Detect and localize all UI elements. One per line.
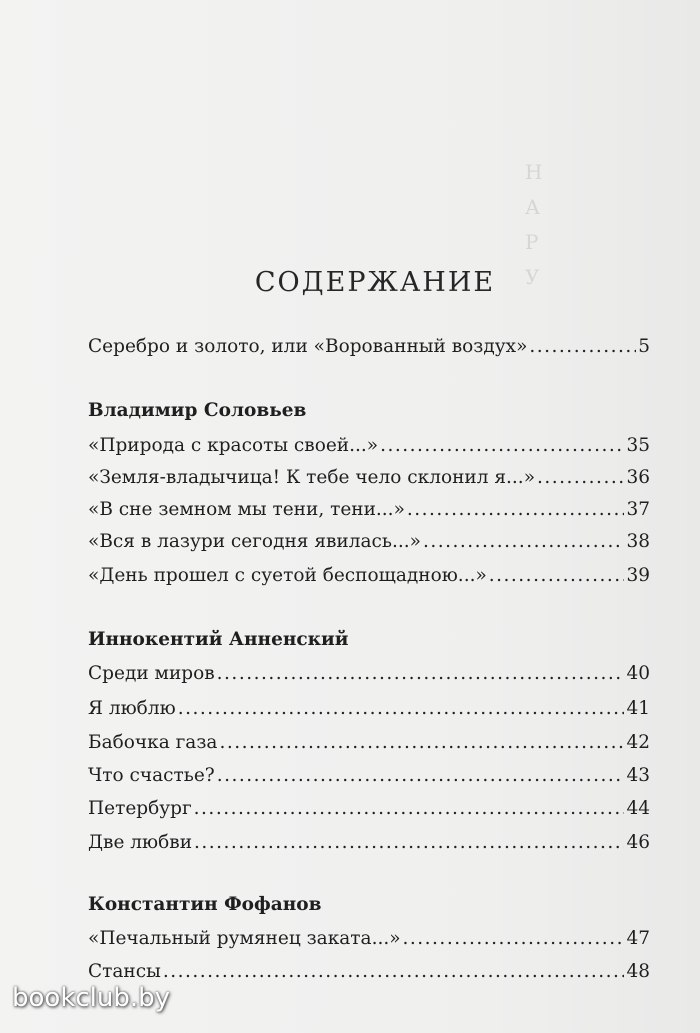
- dot-leader: [178, 696, 625, 722]
- section-author: Иннокентий Анненский: [88, 629, 349, 650]
- toc-entry-page: 39: [626, 565, 650, 586]
- toc-entry-text: «Земля-владычица! К тебе чело склонил я...»: [88, 467, 536, 488]
- toc-entry-text: «Печальный румянец заката...»: [88, 928, 401, 949]
- dot-leader: [163, 959, 625, 985]
- toc-entry-text: Стансы: [88, 961, 161, 982]
- toc-entry: [88, 465, 650, 491]
- section-author: Владимир Соловьев: [88, 400, 307, 421]
- toc-entry: [88, 830, 650, 856]
- toc-entry-text: Серебро и золото, или «Ворованный воздух»: [88, 336, 528, 357]
- toc-entry-intro: [88, 334, 650, 360]
- show-through-text: У: [525, 265, 540, 289]
- toc-entry: [88, 796, 650, 822]
- toc-entry: [88, 563, 650, 589]
- toc-entry: [88, 763, 650, 789]
- dot-leader: [194, 796, 625, 822]
- dot-leader: [529, 334, 636, 360]
- toc-entry: [88, 730, 650, 756]
- show-through-text: Н: [525, 160, 543, 184]
- toc-entry: [88, 433, 650, 459]
- toc-entry-text: «В сне земном мы тени, тени...»: [88, 499, 405, 520]
- toc-entry-text: Среди миров: [88, 663, 215, 684]
- toc-title: СОДЕРЖАНИЕ: [254, 267, 496, 298]
- toc-entry-text: Я люблю: [88, 698, 176, 719]
- toc-entry: [88, 497, 650, 523]
- section-author: Константин Фофанов: [88, 894, 322, 915]
- toc-entry-page: 40: [626, 663, 650, 684]
- dot-leader: [403, 926, 625, 952]
- toc-entry-page: 48: [626, 961, 650, 982]
- toc-entry-page: 41: [626, 698, 650, 719]
- dot-leader: [219, 730, 624, 756]
- dot-leader: [217, 763, 625, 789]
- dot-leader: [423, 529, 625, 555]
- toc-entry-page: 46: [626, 832, 650, 853]
- toc-entry-page: 47: [626, 928, 650, 949]
- toc-entry: [88, 661, 650, 687]
- toc-entry: [88, 696, 650, 722]
- toc-entry-text: Бабочка газа: [88, 732, 218, 753]
- dot-leader: [537, 465, 624, 491]
- toc-entry-text: Петербург: [88, 798, 192, 819]
- toc-entry-text: Две любви: [88, 832, 193, 853]
- toc-entry-page: 43: [626, 765, 650, 786]
- toc-entry: [88, 529, 650, 555]
- toc-entry-page: 44: [626, 798, 650, 819]
- toc-entry: [88, 926, 650, 952]
- toc-entry-text: «Природа с красоты своей...»: [88, 435, 379, 456]
- dot-leader: [489, 563, 625, 589]
- toc-entry-page: 5: [638, 336, 650, 357]
- show-through-text: А: [525, 195, 541, 219]
- dot-leader: [217, 661, 625, 687]
- toc-entry: [88, 959, 650, 985]
- toc-entry-page: 38: [626, 531, 650, 552]
- toc-entry-page: 37: [626, 499, 650, 520]
- toc-entry-text: «День прошел с суетой беспощадною...»: [88, 565, 487, 586]
- watermark-logo: bookclub.by: [12, 983, 171, 1013]
- toc-entry-text: «Вся в лазури сегодня явилась...»: [88, 531, 421, 552]
- dot-leader: [380, 433, 624, 459]
- show-through-text: Р: [525, 230, 539, 254]
- toc-entry-page: 42: [626, 732, 650, 753]
- dot-leader: [407, 497, 625, 523]
- toc-entry-page: 35: [626, 435, 650, 456]
- toc-entry-text: Что счастье?: [88, 765, 215, 786]
- dot-leader: [194, 830, 624, 856]
- toc-entry-page: 36: [626, 467, 650, 488]
